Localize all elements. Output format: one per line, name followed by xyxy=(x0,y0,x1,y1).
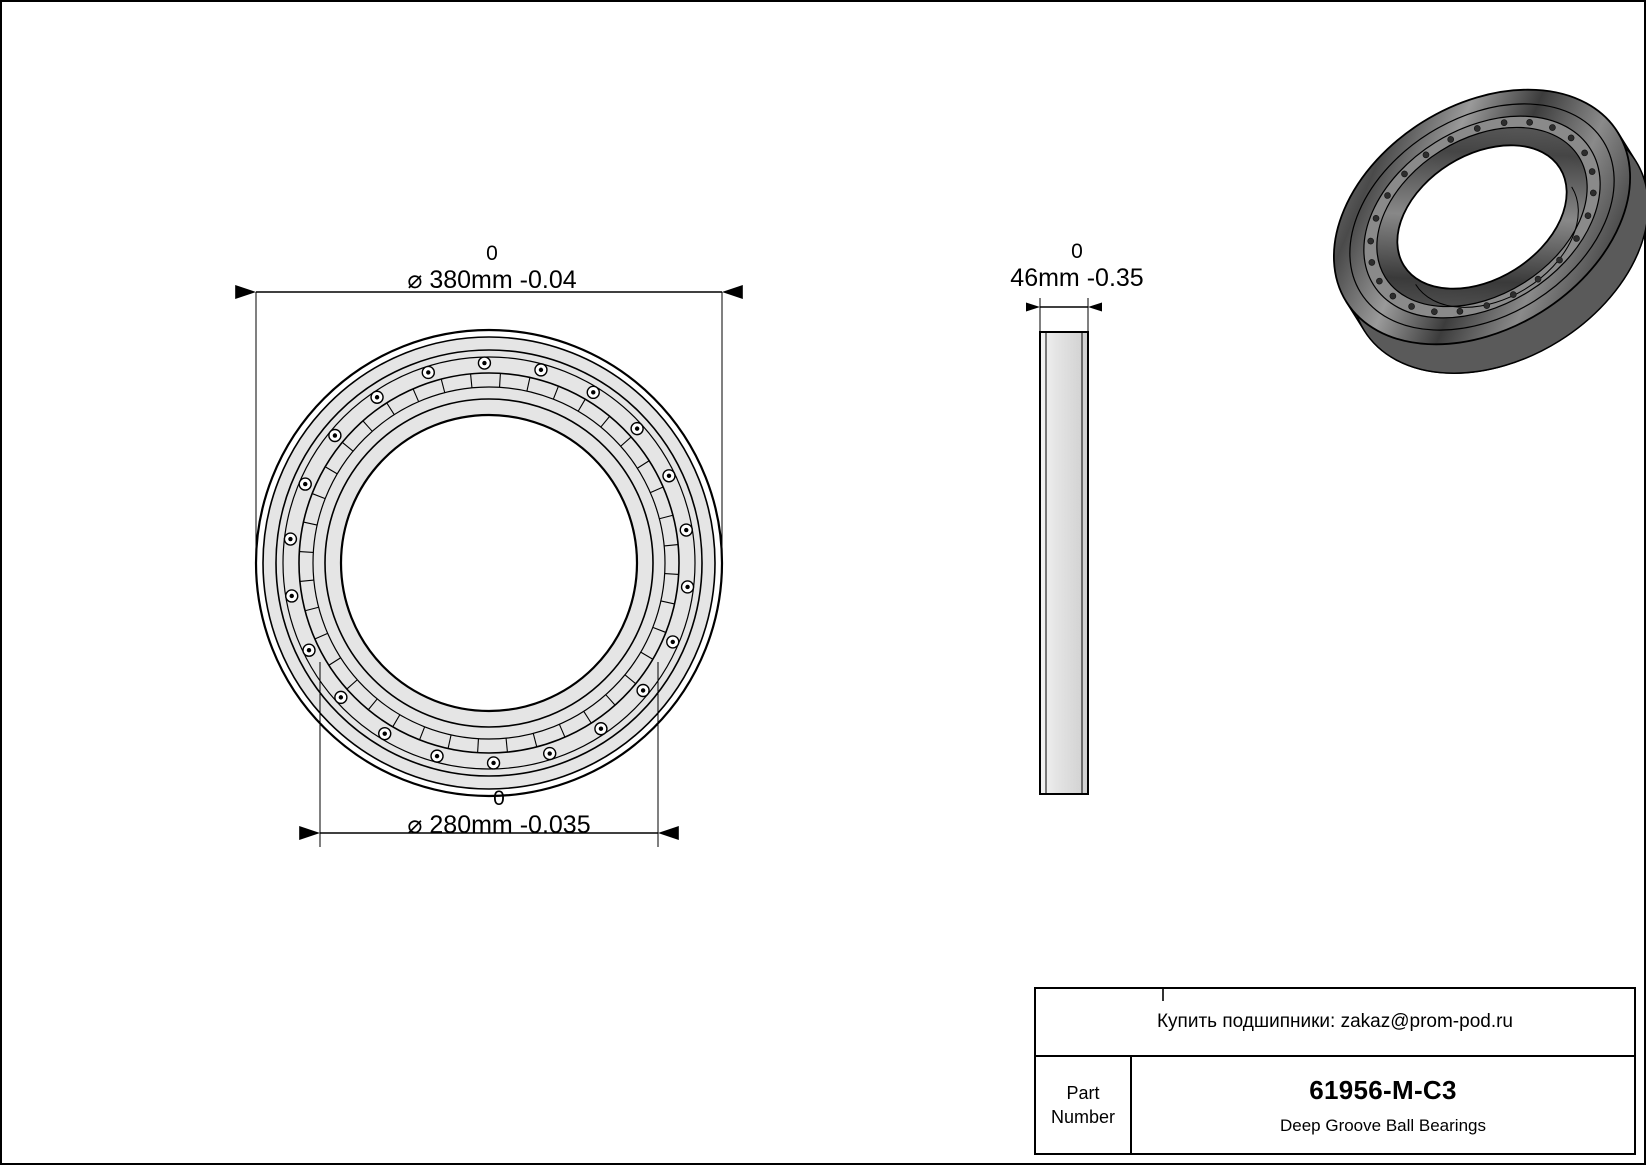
contact-text: Купить подшипники: zakaz@prom-pod.ru xyxy=(1156,1011,1514,1032)
dim-bore-diameter-label xyxy=(329,787,669,839)
dim-width-tol-lower: -0.35 xyxy=(1086,263,1144,292)
dim-width-label xyxy=(977,240,1177,292)
diameter-symbol-bore: ⌀ xyxy=(407,810,423,839)
front-view-group xyxy=(256,330,722,796)
part-label-line2: Number xyxy=(1050,1107,1116,1127)
title-block xyxy=(1034,987,1636,1155)
dim-bore-value: 280mm xyxy=(429,810,513,839)
dim-outer-tol-lower: -0.04 xyxy=(519,265,577,294)
contact-row xyxy=(1036,989,1634,1057)
part-description: Deep Groove Ball Bearings xyxy=(1279,1115,1486,1135)
part-label-line1: Part xyxy=(1066,1082,1100,1103)
part-number-value: 61956-M-C3 xyxy=(1309,1074,1457,1105)
isometric-view-group xyxy=(1287,37,1646,425)
dim-width-value: 46mm xyxy=(1010,263,1080,292)
part-row xyxy=(1036,1057,1634,1153)
part-number-label xyxy=(1036,1057,1132,1153)
dim-bore-tol-upper: 0 xyxy=(493,787,505,810)
part-info xyxy=(1132,1057,1634,1153)
dim-outer-value: 380mm xyxy=(429,265,513,294)
dim-width-tol-upper: 0 xyxy=(1071,240,1083,263)
dimension-width xyxy=(1026,298,1102,334)
diameter-symbol-outer: ⌀ xyxy=(407,265,423,294)
dim-outer-tol-upper: 0 xyxy=(486,242,498,265)
dim-outer-diameter-label xyxy=(332,242,652,294)
side-view-group xyxy=(1040,332,1088,794)
dim-bore-tol-lower: -0.035 xyxy=(519,810,591,839)
